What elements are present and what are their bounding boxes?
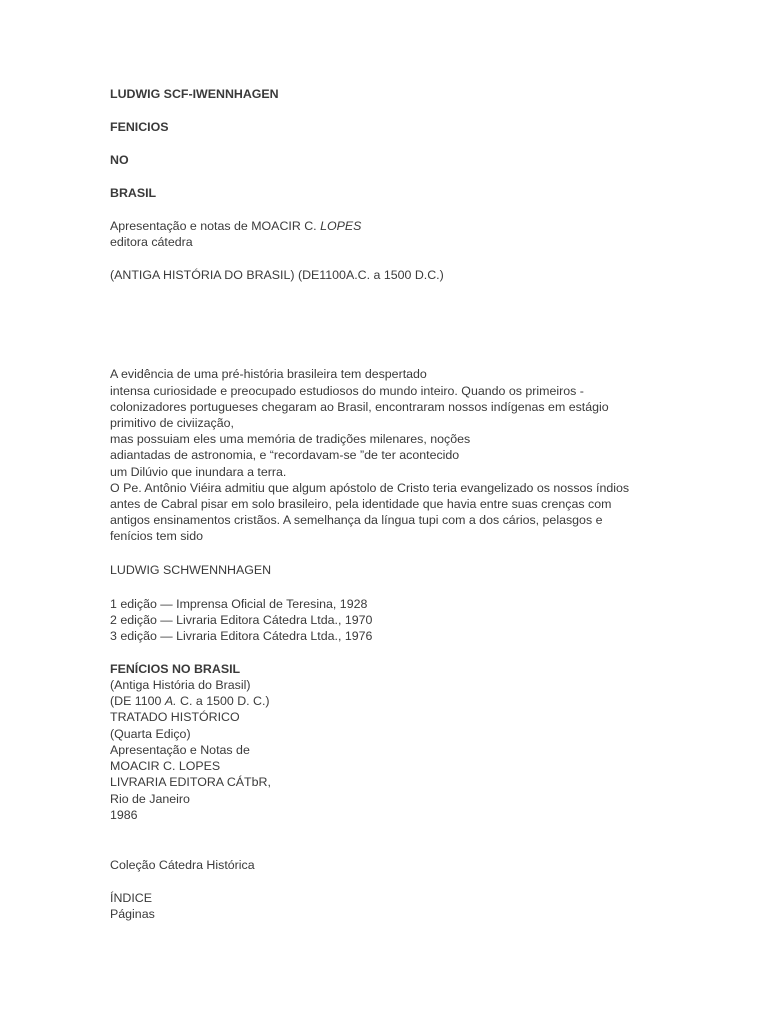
- presentation-name: LOPES: [320, 219, 362, 233]
- edition-line: 3 edição — Livraria Editora Cátedra Ltda., 1976: [110, 629, 373, 643]
- dates-italic: A.: [164, 694, 177, 708]
- intro-line: intensa curiosidade e preocupado estudiosos do mundo inteiro. Quando os primeiros -: [110, 384, 584, 398]
- dates-prefix: (DE 1100: [110, 694, 165, 708]
- edition-line: 2 edição — Livraria Editora Cátedra Ltda., 1970: [110, 613, 373, 627]
- title-page-line: MOACIR C. LOPES: [110, 759, 221, 773]
- intro-line: fenícios tem sido: [110, 529, 203, 543]
- presentation-prefix: Apresentação e notas de MOACIR C.: [110, 219, 321, 233]
- title-page-line: LIVRARIA EDITORA CÁTbR,: [110, 775, 271, 789]
- title-page-line: Apresentação e Notas de: [110, 743, 250, 757]
- title-page-dates: [110, 693, 270, 709]
- author-name: LUDWIG SCF-IWENNHAGEN: [110, 87, 279, 101]
- intro-line: colonizadores portugueses chegaram ao Brasil, encontraram nossos indígenas em estágio: [110, 400, 609, 414]
- title-page-line: Rio de Janeiro: [110, 792, 190, 806]
- title-line-3: BRASIL: [110, 186, 157, 200]
- index-heading: ÍNDICE: [110, 891, 152, 905]
- title-page-line: 1986: [110, 808, 138, 822]
- title-page-subtitle: (Antiga História do Brasil): [110, 678, 251, 692]
- intro-line: um Dilúvio que inundara a terra.: [110, 465, 287, 479]
- intro-line: adiantadas de astronomia, e “recordavam-se ”de ter acontecido: [110, 448, 460, 462]
- intro-line: A evidência de uma pré-história brasileira tem despertado: [110, 367, 427, 381]
- intro-line: primitivo de civiização,: [110, 416, 234, 430]
- publisher-line: editora cátedra: [110, 235, 193, 249]
- index-column-label: Páginas: [110, 907, 155, 921]
- intro-line: O Pe. Antônio Viéira admitiu que algum apóstolo de Cristo teria evangelizado os nossos índios: [110, 481, 630, 495]
- presentation-line: [110, 218, 361, 234]
- author-repeat: LUDWIG SCHWENNHAGEN: [110, 563, 272, 577]
- intro-line: antigos ensinamentos cristãos. A semelhança da língua tupi com a dos cários, pelasgos e: [110, 513, 603, 527]
- title-page-line: (Quarta Ediço): [110, 727, 191, 741]
- title-page-line: TRATADO HISTÓRICO: [110, 710, 240, 724]
- dates-suffix: C. a 1500 D. C.): [176, 694, 270, 708]
- collection-name: Coleção Cátedra Histórica: [110, 858, 255, 872]
- title-line-1: FENICIOS: [110, 120, 169, 134]
- intro-line: antes de Cabral pisar em solo brasileiro, pela identidade que havia entre suas crenças com: [110, 497, 612, 511]
- edition-line: 1 edição — Imprensa Oficial de Teresina, 1928: [110, 597, 368, 611]
- title-page-title: FENÍCIOS NO BRASIL: [110, 662, 241, 676]
- intro-line: mas possuiam eles uma memória de tradições milenares, noções: [110, 432, 471, 446]
- title-line-2: NO: [110, 153, 129, 167]
- subtitle-line: (ANTIGA HISTÓRIA DO BRASIL) (DE1100A.C. a 1500 D.C.): [110, 268, 444, 282]
